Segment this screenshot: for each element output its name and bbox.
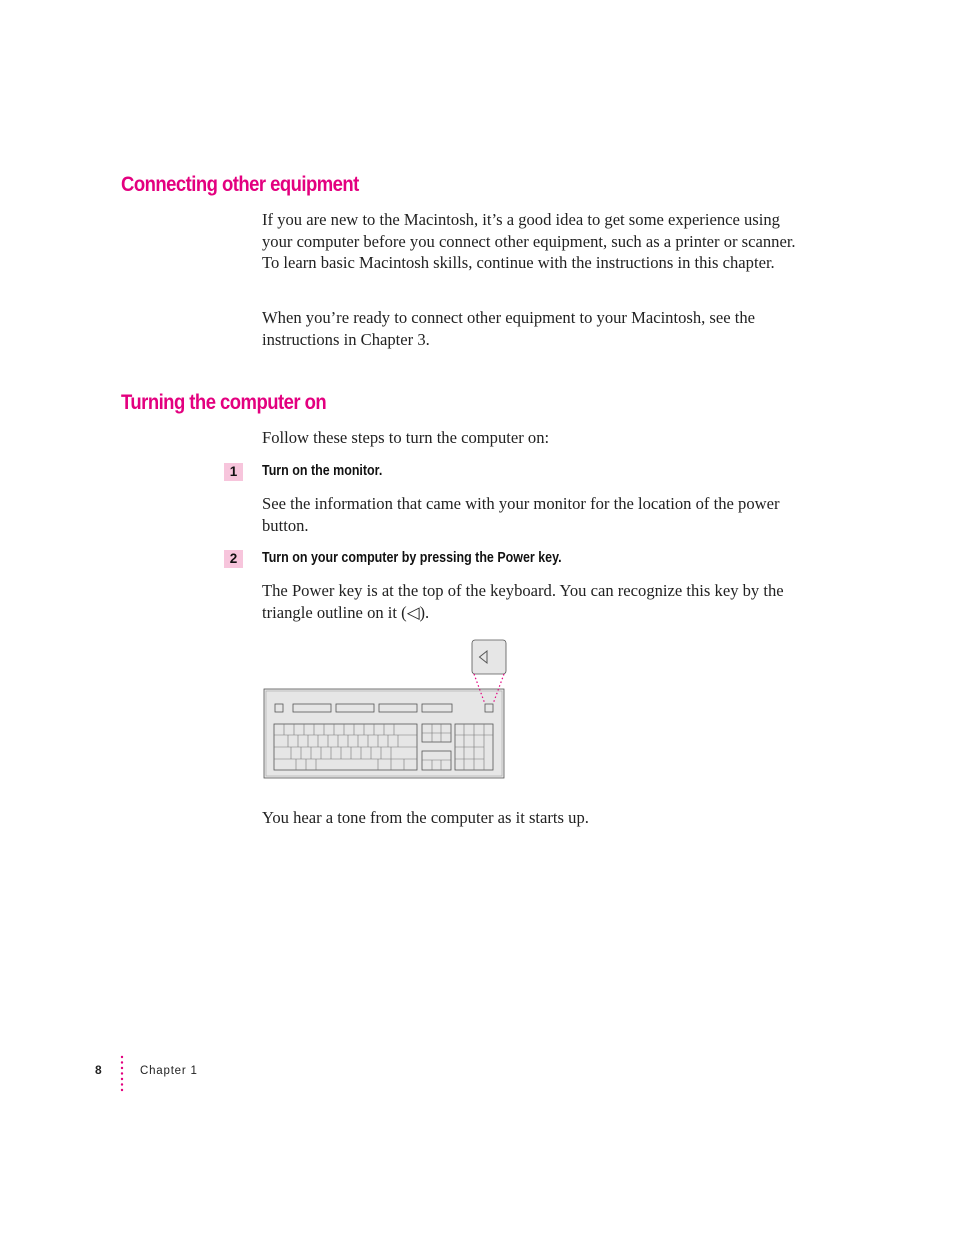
dotted-divider xyxy=(120,1055,124,1095)
chapter-label: Chapter 1 xyxy=(140,1065,198,1077)
step-number-badge: 2 xyxy=(224,550,243,568)
power-key-magnified xyxy=(472,640,506,674)
section-heading-connecting-equipment: Connecting other equipment xyxy=(121,173,359,196)
step-title: Turn on your computer by pressing the Power key. xyxy=(262,550,562,566)
paragraph-new-to-macintosh: If you are new to the Macintosh, it’s a good idea to get some experience using your computer before you connect other equipment, such as a printer or scanner. To learn basic Macintosh skills, continue with the instructions in this chapter. xyxy=(262,210,796,273)
section-heading-turning-on: Turning the computer on xyxy=(121,391,327,414)
paragraph-startup-tone: You hear a tone from the computer as it starts up. xyxy=(262,808,589,827)
step-body: See the information that came with your monitor for the location of the power button. xyxy=(262,494,780,535)
step-number-badge: 1 xyxy=(224,463,243,481)
page-number: 8 xyxy=(95,1063,102,1077)
step-body: The Power key is at the top of the keyboard. You can recognize this key by the triangle outline on it (◁). xyxy=(262,581,784,622)
paragraph-ready-to-connect: When you’re ready to connect other equipment to your Macintosh, see the instructions in Chapter 3. xyxy=(262,308,756,349)
paragraph-follow-steps: Follow these steps to turn the computer on: xyxy=(262,428,550,447)
keyboard-power-key-illustration xyxy=(258,636,510,784)
step-title: Turn on the monitor. xyxy=(262,463,383,479)
